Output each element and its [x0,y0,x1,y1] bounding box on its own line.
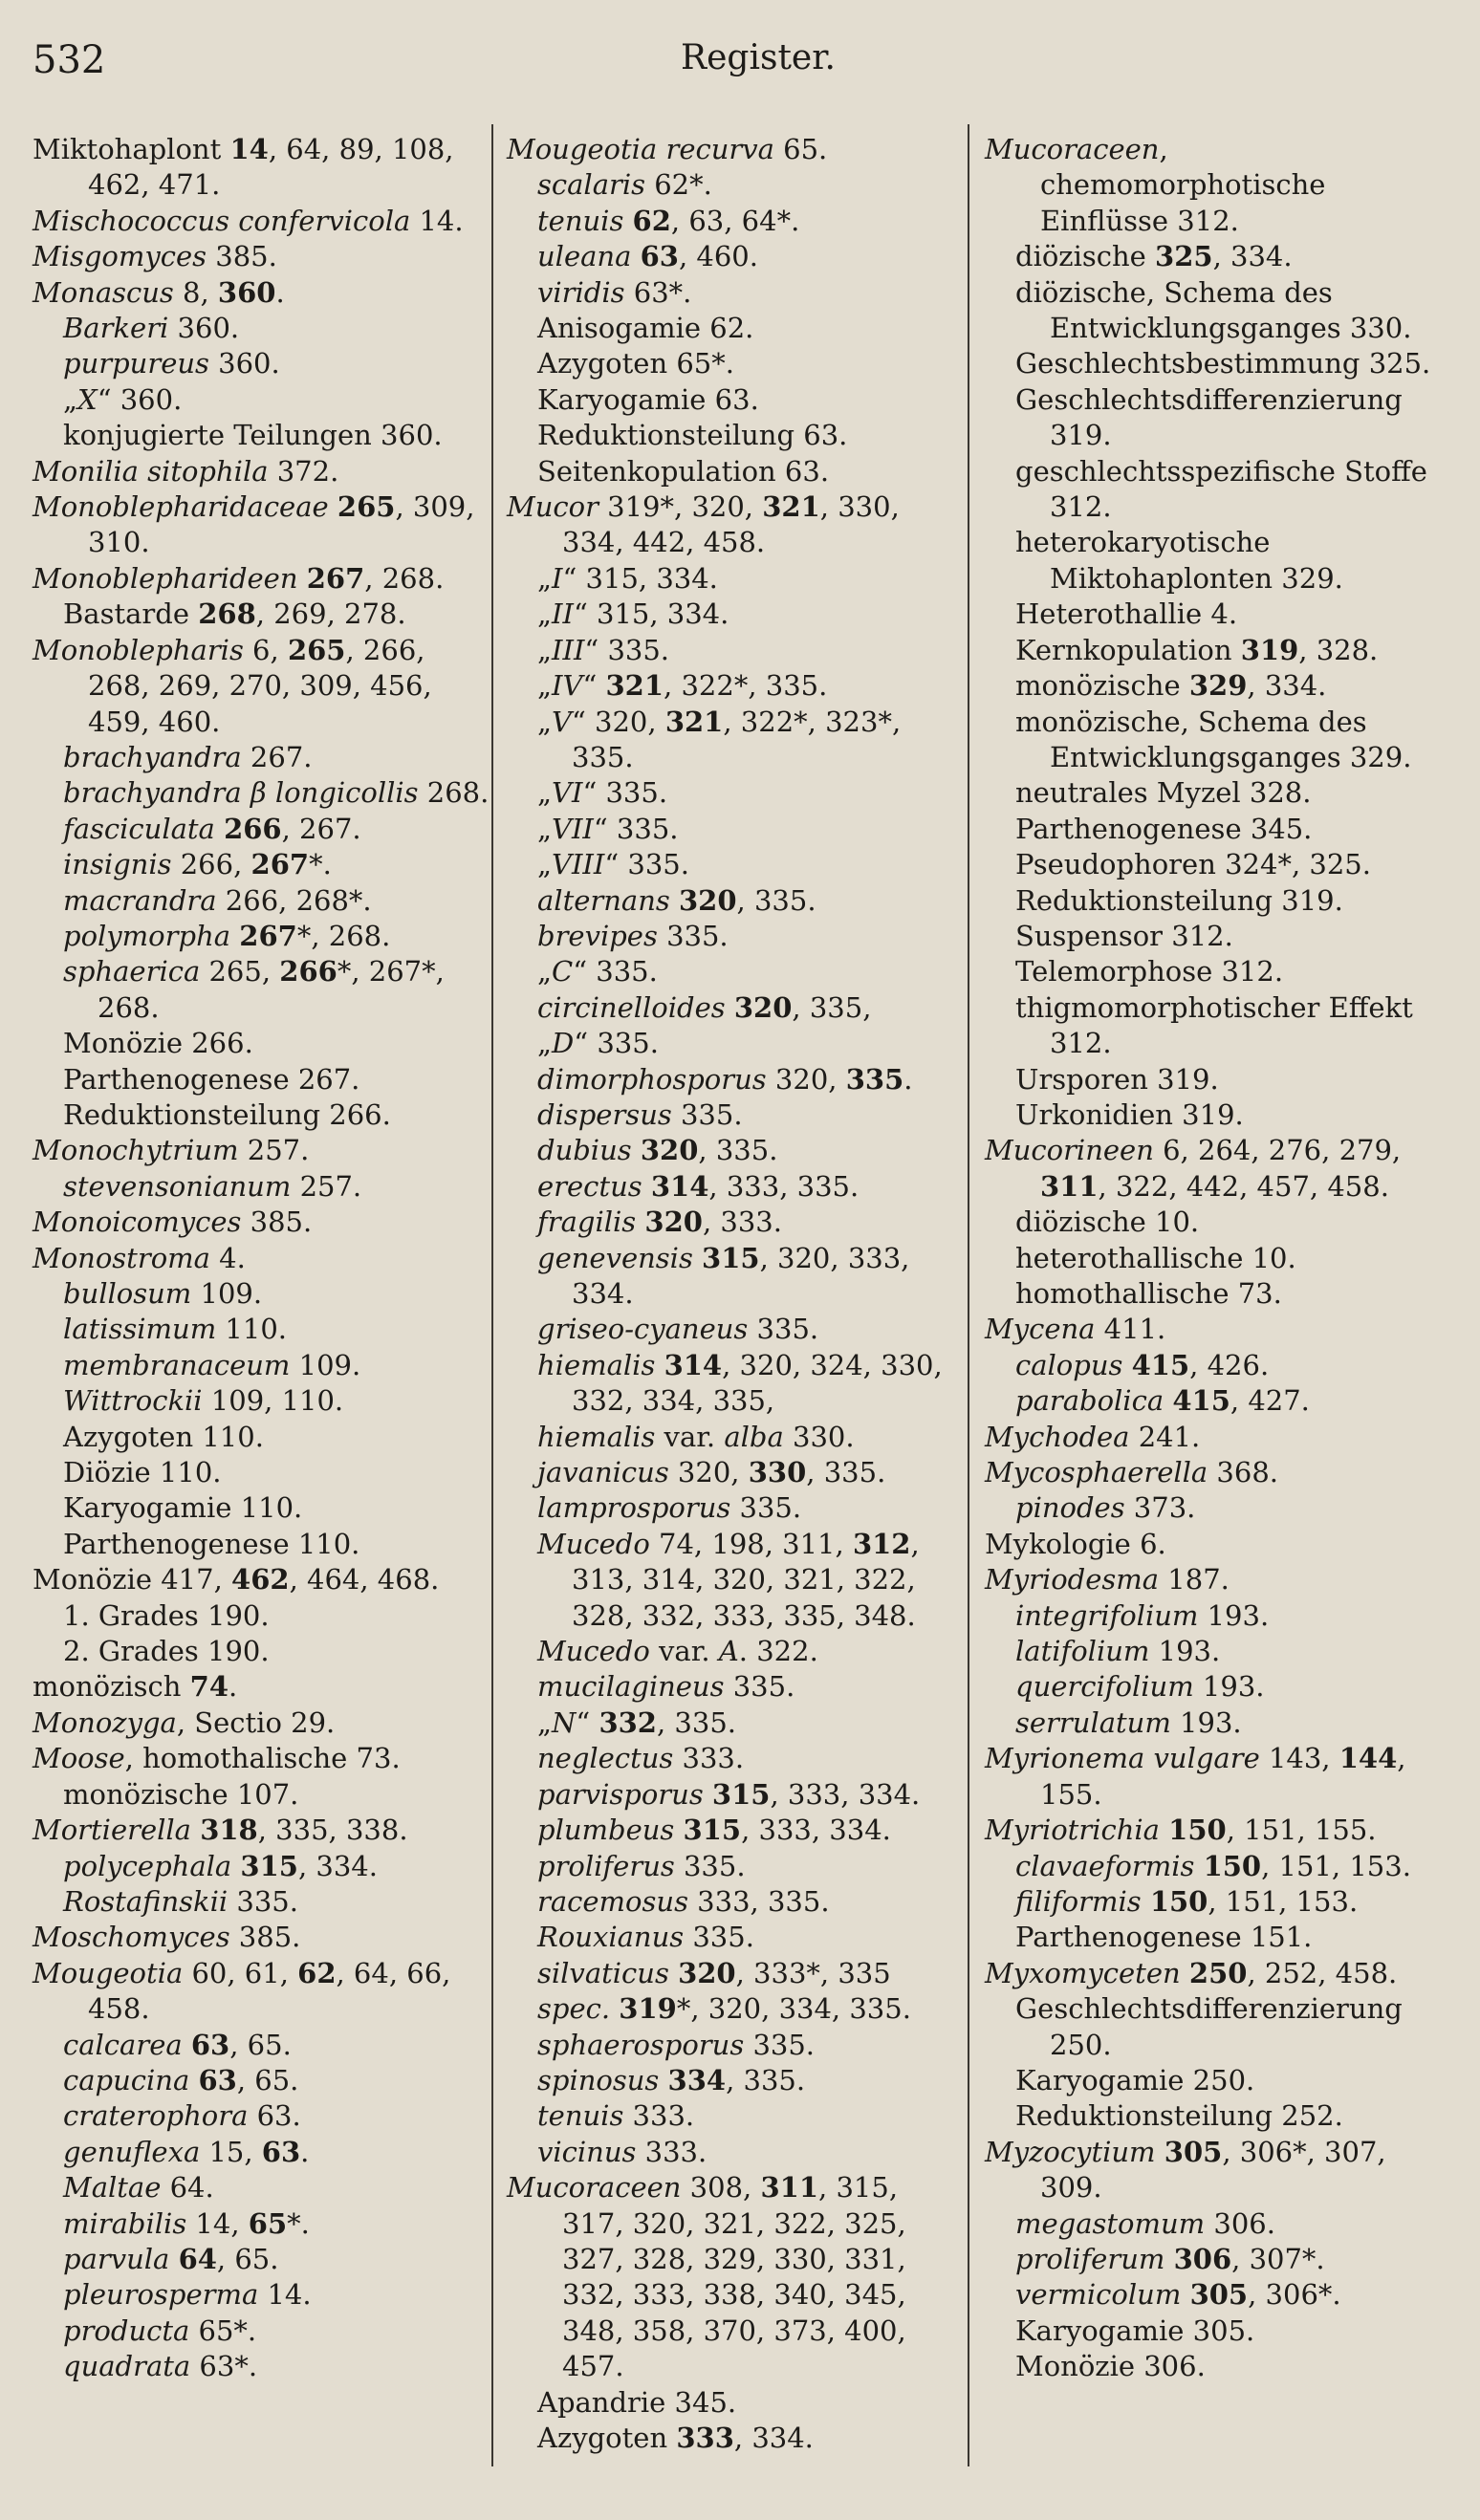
index-subentry: Urkonidien 319. [1015,1097,1244,1131]
index-subentry: megastomum 306. [1015,2206,1275,2240]
index-subentry: membranaceum 109. [63,1348,361,1381]
index-subentry: Karyogamie 110. [63,1491,303,1525]
index-subentry: thigmomorphotischer Effekt 312. [1015,990,1413,1060]
page-number: 532 [33,38,106,82]
index-subentry: Karyogamie 305. [1015,2314,1255,2347]
index-subentry: vermicolum 305, 306*. [1015,2278,1341,2312]
index-entry: monözisch 74. [33,1670,238,1704]
index-subentry: „V“ 320, 321, 322*, 323*, 335. [537,705,902,773]
index-subentry: polymorpha 267*, 268. [63,919,391,952]
index-subentry: brachyandra β longicollis 268. [63,776,490,810]
index-subentry: tenuis 62, 63, 64*. [537,204,800,237]
index-subentry: Geschlechtsdifferenzierung 250. [1015,1992,1403,2061]
index-subentry: heterokaryotische Miktohaplonten 329. [1015,526,1343,595]
index-subentry: dispersus 335. [537,1097,743,1131]
index-entry: Monözie 417, 462, 464, 468. [33,1563,440,1597]
index-subentry: Monözie 306. [1015,2350,1206,2383]
index-subentry: latifolium 193. [1015,1635,1221,1668]
index-subentry: pinodes 373. [1015,1491,1196,1525]
index-subentry: Rostafinskii 335. [63,1884,298,1918]
index-entry: Monostroma 4. [33,1241,246,1274]
index-subentry: neutrales Myzel 328. [1015,776,1312,810]
index-subentry: diözische, Schema des Entwicklungsganges 330. [1015,275,1412,345]
index-subentry: Karyogamie 250. [1015,2063,1255,2096]
index-subentry: Bastarde 268, 269, 278. [63,597,406,631]
index-entry: Moschomyces 385. [33,1921,301,1954]
index-subentry: clavaeformis 150, 151, 153. [1015,1849,1411,1882]
index-subentry: Diözie 110. [63,1456,222,1489]
index-subentry: purpureus 360. [63,347,280,380]
index-entry: Mougeotia recurva 65. [507,133,828,165]
index-subentry: diözische 10. [1015,1206,1200,1239]
index-subentry: parvisporus 315, 333, 334. [537,1777,921,1811]
index-subentry: Suspensor 312. [1015,919,1233,952]
index-subentry: dubius 320, 335. [537,1134,778,1167]
index-subentry: integrifolium 193. [1015,1598,1270,1632]
index-subentry: latissimum 110. [63,1313,288,1346]
index-subentry: monözische 107. [63,1777,299,1811]
index-entry: Mycena 411. [985,1313,1166,1346]
index-subentry: Barkeri 360. [63,312,240,345]
index-subentry: konjugierte Teilungen 360. [63,419,443,452]
index-entry: Mortierella 318, 335, 338. [33,1814,408,1847]
index-entry: Monozyga, Sectio 29. [33,1705,336,1739]
index-entry: Myzocytium 305, 306*, 307, 309. [985,2135,1386,2205]
index-subentry: Reduktionsteilung 63. [537,419,848,452]
index-subentry: brachyandra 267. [63,740,313,773]
index-subentry: scalaris 62*. [537,168,712,202]
index-entry: Myrionema vulgare 143, 144, 155. [985,1742,1406,1811]
index-subentry: lamprosporus 335. [537,1491,802,1525]
index-subentry: pleurosperma 14. [63,2278,312,2312]
index-subentry: „D“ 335. [537,1027,659,1060]
index-subentry: genuflexa 15, 63. [63,2135,310,2168]
index-entry: Mucor 319*, 320, 321, 330, 334, 442, 458. [507,490,900,559]
index-subentry: diözische 325, 334. [1015,240,1293,273]
index-subentry: neglectus 333. [537,1742,745,1775]
index-entry: Misgomyces 385. [33,240,277,273]
index-subentry: geschlechtsspezifische Stoffe 312. [1015,454,1427,524]
index-entry: Monoblepharideen 267, 268. [33,561,445,595]
index-subentry: 1. Grades 190. [63,1598,270,1632]
index-entry: Myriodesma 187. [985,1563,1230,1597]
index-entry: Mischococcus confervicola 14. [33,204,464,237]
index-subentry: Telemorphose 312. [1015,955,1284,988]
index-entry: Myriotrichia 150, 151, 155. [985,1814,1377,1847]
index-subentry: fasciculata 266, 267. [63,812,361,845]
index-subentry: mirabilis 14, 65*. [63,2206,310,2240]
index-subentry: Reduktionsteilung 252. [1015,2099,1343,2133]
index-subentry: Maltae 64. [63,2171,214,2205]
index-entry: Monoblepharidaceae 265, 309, 310. [33,490,475,559]
index-subentry: Rouxianus 335. [537,1921,754,1954]
index-entry: Mycosphaerella 368. [985,1456,1279,1489]
index-column-3 [985,132,1444,2385]
index-subentry: dimorphosporus 320, 335. [537,1062,913,1096]
index-subentry: „III“ 335. [537,633,670,666]
column-divider [491,124,493,2466]
index-subentry: erectus 314, 333, 335. [537,1169,860,1203]
index-subentry: javanicus 320, 330, 335. [537,1456,886,1489]
index-subentry: polycephala 315, 334. [63,1849,378,1882]
index-subentry: plumbeus 315, 333, 334. [537,1814,891,1847]
index-subentry: Azygoten 65*. [537,347,734,380]
index-subentry: Parthenogenese 267. [63,1062,360,1096]
index-subentry: heterothallische 10. [1015,1241,1296,1274]
index-subentry: proliferus 335. [537,1849,746,1882]
index-subentry: Mucedo 74, 198, 311, 312, 313, 314, 320, 321, 322, 328, 332, 333, 335, 348. [537,1527,920,1632]
index-entry: Monilia sitophila 372. [33,454,339,488]
index-subentry: filiformis 150, 151, 153. [1015,1884,1359,1918]
index-subentry: calopus 415, 426. [1015,1348,1270,1381]
column-divider [968,124,969,2466]
index-subentry: parabolica 415, 427. [1015,1384,1310,1418]
index-subentry: Azygoten 333, 334. [537,2422,814,2454]
page-title: Register. [681,38,836,77]
index-entry: Mucoraceen 308, 311, 315, 317, 320, 321, 322, 325, 327, 328, 329, 330, 331, 332, 333, 338, 340, 345, 348, 358, 370, 373, 400, 457. [507,2171,906,2383]
index-subentry: „VI“ 335. [537,776,668,810]
index-subentry: monözische, Schema des Entwicklungsganges 329. [1015,705,1412,773]
index-subentry: insignis 266, 267*. [63,848,332,881]
index-subentry: Ursporen 319. [1015,1062,1219,1096]
index-subentry: capucina 63, 65. [63,2063,299,2096]
index-entry: Monascus 8, 360. [33,275,285,309]
index-subentry: hiemalis 314, 320, 324, 330, 332, 334, 335, [537,1348,943,1418]
index-entry: Mykologie 6. [985,1527,1166,1560]
index-subentry: bullosum 109. [63,1277,263,1310]
index-subentry: calcarea 63, 65. [63,2028,292,2061]
index-entry: Myxomyceten 250, 252, 458. [985,1956,1398,1989]
index-subentry: uleana 63, 460. [537,240,758,273]
index-subentry: Monözie 266. [63,1027,253,1060]
index-subentry: Parthenogenese 110. [63,1527,360,1560]
index-entry: Monoicomyces 385. [33,1206,313,1239]
index-subentry: Wittrockii 109, 110. [63,1384,344,1418]
index-subentry: Parthenogenese 345. [1015,812,1313,845]
index-subentry: genevensis 315, 320, 333, 334. [537,1241,910,1310]
index-subentry: Kernkopulation 319, 328. [1015,633,1379,666]
index-subentry: Heterothallie 4. [1015,597,1238,631]
index-entry: Miktohaplont 14, 64, 89, 108, 462, 471. [33,133,454,202]
index-subentry: macrandra 266, 268*. [63,883,372,917]
index-subentry: „I“ 315, 334. [537,561,718,595]
index-subentry: „VIII“ 335. [537,848,689,881]
index-entry: Moose, homothalische 73. [33,1742,401,1775]
index-subentry: fragilis 320, 333. [537,1206,782,1239]
index-subentry: parvula 64, 65. [63,2242,279,2275]
index-subentry: griseo-cyaneus 335. [537,1313,819,1346]
index-entry: Monochytrium 257. [33,1134,310,1167]
index-subentry: quercifolium 193. [1015,1670,1265,1704]
index-subentry: Geschlechtsdifferenzierung 319. [1015,382,1403,452]
index-subentry: „IV“ 321, 322*, 335. [537,669,828,703]
index-subentry: Anisogamie 62. [537,312,754,345]
index-subentry: „X“ 360. [63,382,183,416]
index-subentry: viridis 63*. [537,275,692,309]
index-subentry: Karyogamie 63. [537,382,759,416]
index-subentry: producta 65*. [63,2314,257,2347]
index-subentry: tenuis 333. [537,2099,695,2133]
index-subentry: 2. Grades 190. [63,1635,270,1668]
index-subentry: Pseudophoren 324*, 325. [1015,848,1371,881]
index-subentry: proliferum 306, 307*. [1015,2242,1325,2275]
index-subentry: sphaerica 265, 266*, 267*, 268. [63,955,445,1024]
index-subentry: „II“ 315, 334. [537,597,729,631]
index-subentry: „VII“ 335. [537,812,679,845]
index-subentry: brevipes 335. [537,919,729,952]
index-subentry: „C“ 335. [537,955,658,988]
index-column-1 [33,132,491,2385]
index-subentry: Mucedo var. A. 322. [537,1635,818,1668]
index-subentry: quadrata 63*. [63,2350,258,2383]
index-column-2 [507,132,966,2456]
index-entry: Mychodea 241. [985,1420,1201,1453]
index-subentry: mucilagineus 335. [537,1670,795,1704]
index-subentry: alternans 320, 335. [537,883,816,917]
index-subentry: racemosus 333, 335. [537,1884,830,1918]
index-subentry: stevensonianum 257. [63,1169,362,1203]
index-subentry: Seitenkopulation 63. [537,454,830,488]
index-subentry: hiemalis var. alba 330. [537,1420,855,1453]
index-subentry: „N“ 332, 335. [537,1705,737,1739]
index-subentry: homothallische 73. [1015,1277,1282,1310]
index-subentry: silvaticus 320, 333*, 335 [537,1956,891,1989]
index-subentry: Apandrie 345. [537,2385,737,2419]
index-subentry: Reduktionsteilung 266. [63,1097,391,1131]
index-subentry: spinosus 334, 335. [537,2063,806,2096]
index-subentry: sphaerosporus 335. [537,2028,816,2061]
index-subentry: Reduktionsteilung 319. [1015,883,1343,917]
index-subentry: craterophora 63. [63,2099,301,2133]
index-entry: Mougeotia 60, 61, 62, 64, 66, 458. [33,1956,451,2026]
index-subentry: Azygoten 110. [63,1420,264,1453]
index-subentry: serrulatum 193. [1015,1705,1242,1739]
index-subentry: spec. 319*, 320, 334, 335. [537,1992,911,2026]
index-entry: Mucoraceen, chemomorphotische Einflüsse 312. [985,133,1326,237]
index-entry: Mucorineen 6, 264, 276, 279, 311, 322, 442, 457, 458. [985,1134,1402,1203]
index-subentry: Geschlechtsbestimmung 325. [1015,347,1431,380]
index-subentry: Parthenogenese 151. [1015,1921,1313,1954]
index-subentry: monözische 329, 334. [1015,669,1327,703]
index-subentry: circinelloides 320, 335, [537,990,872,1024]
index-subentry: vicinus 333. [537,2135,707,2168]
index-entry: Monoblepharis 6, 265, 266, 268, 269, 270, 309, 456, 459, 460. [33,633,432,738]
